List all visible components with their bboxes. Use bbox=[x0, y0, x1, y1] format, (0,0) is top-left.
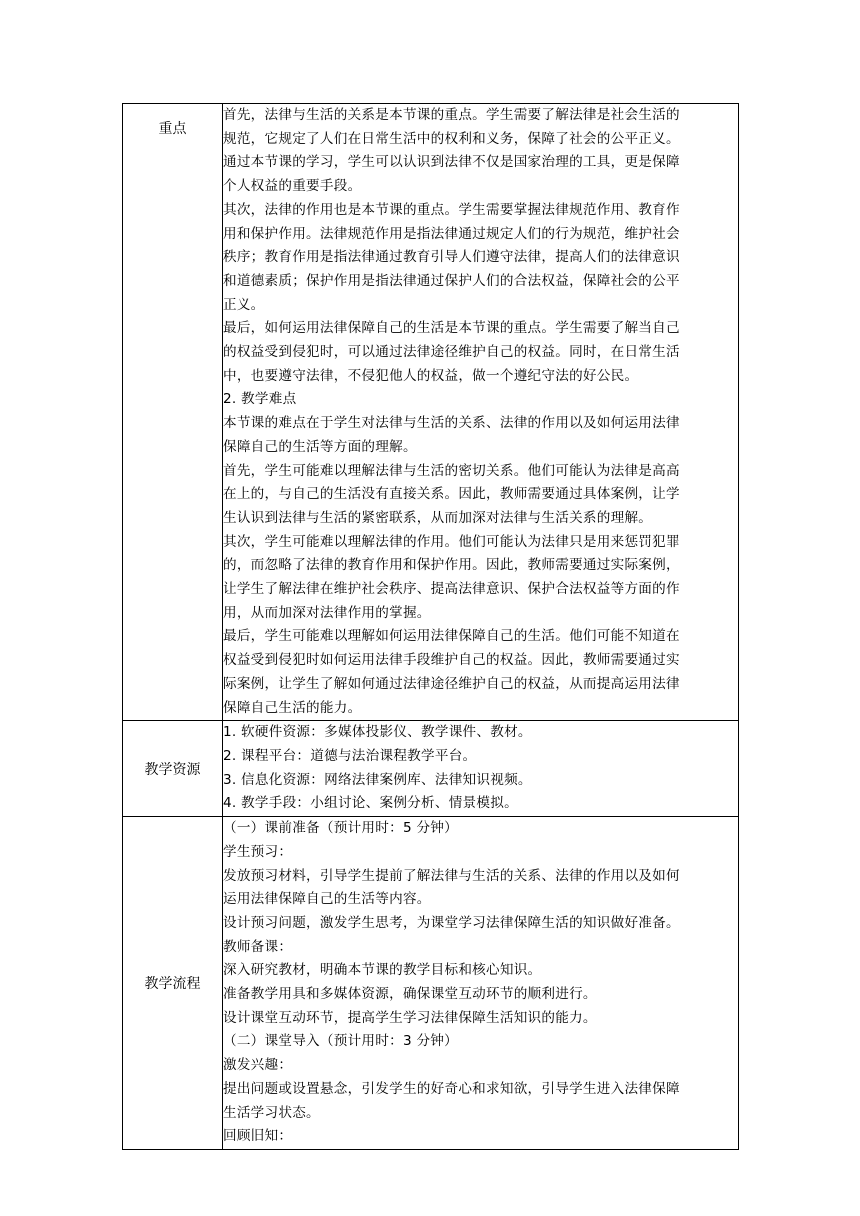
row-teaching-resources bbox=[123, 721, 739, 817]
row-content-cell bbox=[223, 721, 739, 817]
text-line: 教师备课： bbox=[223, 938, 293, 955]
text-line: 深入研究教材，明确本节课的教学目标和核心知识。 bbox=[223, 962, 542, 979]
text-line: 首先，学生可能难以理解法律与生活的密切关系。他们可能认为法律是高高 bbox=[223, 462, 680, 479]
row-label: 重点 bbox=[158, 121, 187, 137]
lesson-plan-table bbox=[122, 103, 739, 1150]
text-line: （一）课前准备（预计用时：5 分钟） bbox=[223, 820, 458, 837]
text-line: 4. 教学手段：小组讨论、案例分析、情景模拟。 bbox=[223, 795, 518, 812]
text-line: 2. 课程平台：道德与法治课程教学平台。 bbox=[223, 747, 477, 764]
text-line: 最后，如何运用法律保障自己的生活是本节课的重点。学生需要了解当自己 bbox=[223, 320, 680, 337]
text-line: 秩序；教育作用是指法律通过教育引导人们遵守法律，提高人们的法律意识 bbox=[223, 249, 680, 266]
text-line: 中，也要遵守法律，不侵犯他人的权益，做一个遵纪守法的好公民。 bbox=[223, 367, 639, 384]
text-line: 用，从而加深对法律作用的掌握。 bbox=[223, 604, 431, 621]
text-line: 个人权益的重要手段。 bbox=[223, 178, 362, 195]
text-line: 最后，学生可能难以理解如何运用法律保障自己的生活。他们可能不知道在 bbox=[223, 628, 680, 645]
text-line: 发放预习材料，引导学生提前了解法律与生活的关系、法律的作用以及如何 bbox=[223, 867, 680, 884]
text-line: 用和保护作用。法律规范作用是指法律通过规定人们的行为规范，维护社会 bbox=[223, 225, 680, 242]
text-line: 2. 教学难点 bbox=[223, 391, 297, 408]
text-line: 学生预习： bbox=[223, 843, 293, 860]
row-teaching-process bbox=[123, 817, 739, 1150]
text-line: 回顾旧知： bbox=[223, 1128, 293, 1145]
text-line: 保障自己生活的能力。 bbox=[223, 699, 362, 716]
text-line: 和道德素质；保护作用是指法律通过保护人们的合法权益，保障社会的公平 bbox=[223, 272, 680, 289]
row-label: 教学资源 bbox=[144, 761, 201, 778]
text-line: 其次，法律的作用也是本节课的重点。学生需要掌握法律规范作用、教育作 bbox=[223, 201, 680, 218]
text-line: 运用法律保障自己的生活等内容。 bbox=[223, 891, 431, 908]
text-line: 正义。 bbox=[223, 296, 265, 313]
row-label-cell bbox=[123, 104, 223, 721]
row-key-points bbox=[123, 104, 739, 721]
text-line: 的权益受到侵犯时，可以通过法律途径维护自己的权益。同时，在日常生活 bbox=[223, 344, 680, 361]
text-line: 设计预习问题，激发学生思考，为课堂学习法律保障生活的知识做好准备。 bbox=[223, 914, 680, 931]
row-content-cell bbox=[223, 104, 739, 721]
text-line: 提出问题或设置悬念，引发学生的好奇心和求知欲，引导学生进入法律保障 bbox=[223, 1080, 680, 1097]
row-content-cell bbox=[223, 817, 739, 1150]
text-line: 3. 信息化资源：网络法律案例库、法律知识视频。 bbox=[223, 771, 532, 788]
text-line: 通过本节课的学习，学生可以认识到法律不仅是国家治理的工具，更是保障 bbox=[223, 154, 680, 171]
text-line: 保障自己的生活等方面的理解。 bbox=[223, 438, 417, 455]
text-line: 规范，它规定了人们在日常生活中的权利和义务，保障了社会的公平正义。 bbox=[223, 130, 680, 147]
row-lines bbox=[223, 721, 738, 816]
row-label-cell bbox=[123, 817, 223, 1150]
text-line: （二）课堂导入（预计用时：3 分钟） bbox=[223, 1033, 458, 1050]
text-line: 际案例，让学生了解如何通过法律途径维护自己的权益，从而提高运用法律 bbox=[223, 675, 680, 692]
text-line: 激发兴趣： bbox=[223, 1057, 293, 1074]
row-label: 教学流程 bbox=[144, 976, 201, 993]
text-line: 其次，学生可能难以理解法律的作用。他们可能认为法律只是用来惩罚犯罪 bbox=[223, 533, 680, 550]
row-label-cell bbox=[123, 721, 223, 817]
text-line: 1. 软硬件资源：多媒体投影仪、教学课件、教材。 bbox=[223, 724, 532, 741]
text-line: 在上的，与自己的生活没有直接关系。因此，教师需要通过具体案例，让学 bbox=[223, 486, 680, 503]
text-line: 设计课堂互动环节，提高学生学习法律保障生活知识的能力。 bbox=[223, 1009, 597, 1026]
text-line: 首先，法律与生活的关系是本节课的重点。学生需要了解法律是社会生活的 bbox=[223, 107, 680, 123]
text-line: 生活学习状态。 bbox=[223, 1104, 320, 1121]
row-lines bbox=[223, 104, 738, 720]
text-line: 本节课的难点在于学生对法律与生活的关系、法律的作用以及如何运用法律 bbox=[223, 415, 680, 432]
text-line: 准备教学用具和多媒体资源，确保课堂互动环节的顺利进行。 bbox=[223, 986, 597, 1003]
text-line: 生认识到法律与生活的紧密联系，从而加深对法律与生活关系的理解。 bbox=[223, 509, 653, 526]
text-line: 权益受到侵犯时如何运用法律手段维护自己的权益。因此，教师需要通过实 bbox=[223, 652, 680, 669]
text-line: 的，而忽略了法律的教育作用和保护作用。因此，教师需要通过实际案例， bbox=[223, 557, 680, 574]
text-line: 让学生了解法律在维护社会秩序、提高法律意识、保护合法权益等方面的作 bbox=[223, 581, 680, 598]
row-lines bbox=[223, 817, 738, 1149]
